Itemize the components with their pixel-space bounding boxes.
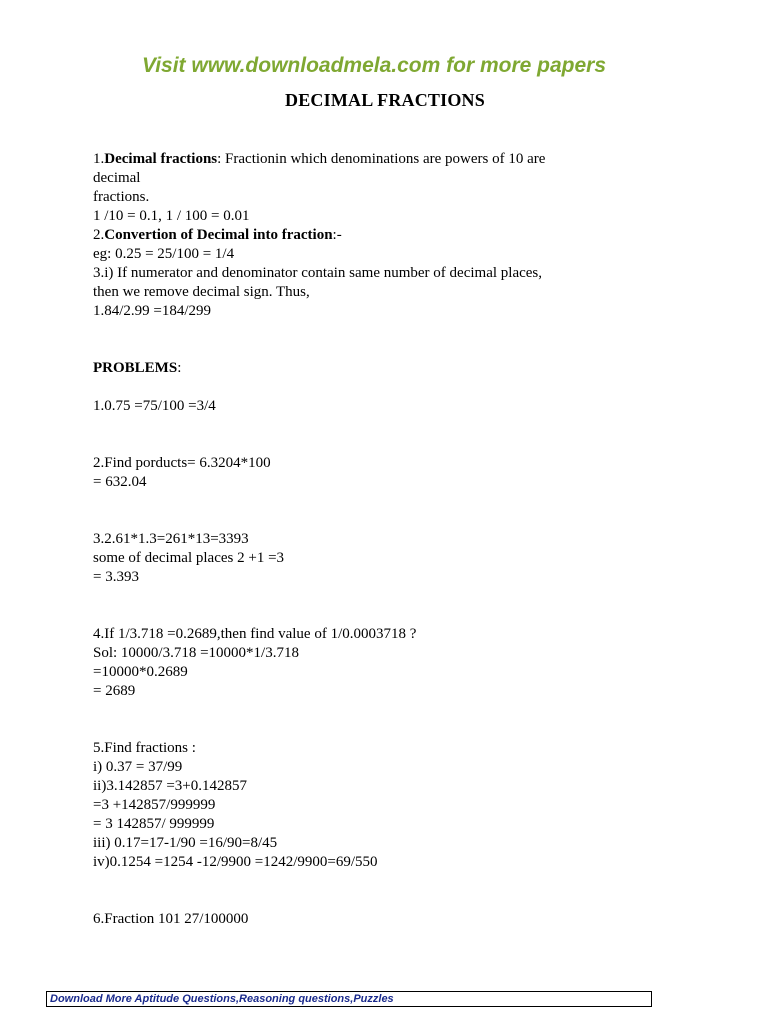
problem-line: 1.0.75 =75/100 =3/4	[93, 398, 216, 414]
intro-line: 3.i) If numerator and denominator contain same number of decimal places,	[93, 265, 543, 281]
intro-line: 1 /10 = 0.1, 1 / 100 = 0.01	[93, 208, 250, 224]
problem-line: = 632.04	[93, 474, 147, 490]
footer-text: Download More Aptitude Questions,Reasoning questions,Puzzles	[50, 993, 394, 1005]
problem-line: 2.Find porducts= 6.3204*100	[93, 455, 271, 471]
problem-item	[93, 454, 673, 492]
problem-line: = 2689	[93, 683, 136, 699]
problem-item	[93, 530, 673, 587]
intro-line: eg: 0.25 = 25/100 = 1/4	[93, 246, 235, 262]
problem-line: ii)3.142857 =3+0.142857	[93, 778, 247, 794]
intro-line: 1.84/2.99 =184/299	[93, 303, 212, 319]
problem-line: = 3 142857/ 999999	[93, 816, 215, 832]
intro-line: 1.Decimal fractions: Fractionin which denominations are powers of 10 are	[93, 151, 546, 167]
problem-line: 4.If 1/3.718 =0.2689,then find value of 1/0.0003718 ?	[93, 626, 417, 642]
intro-line: decimal	[93, 170, 141, 186]
term-decimal-fractions: Decimal fractions	[104, 151, 218, 167]
problem-line: = 3.393	[93, 569, 139, 585]
problem-item	[93, 739, 673, 872]
problem-list	[93, 397, 673, 929]
problem-line: =10000*0.2689	[93, 664, 188, 680]
intro-line: fractions.	[93, 189, 150, 205]
problem-line: iv)0.1254 =1254 -12/9900 =1242/9900=69/550	[93, 854, 378, 870]
problem-item	[93, 625, 673, 701]
term-convertion: Convertion of Decimal into fraction	[104, 227, 333, 243]
document-body	[93, 150, 673, 929]
problems-heading: PROBLEMS:	[93, 360, 182, 376]
problem-item	[93, 397, 673, 416]
problem-line: some of decimal places 2 +1 =3	[93, 550, 285, 566]
header-visit-link[interactable]: Visit www.downloadmela.com for more papers	[141, 54, 607, 77]
problem-line: 6.Fraction 101 27/100000	[93, 911, 249, 927]
problem-line: =3 +142857/999999	[93, 797, 216, 813]
problem-item	[93, 910, 673, 929]
problem-line: i) 0.37 = 37/99	[93, 759, 183, 775]
problem-line: iii) 0.17=17-1/90 =16/90=8/45	[93, 835, 278, 851]
footer-banner[interactable]	[46, 991, 652, 1007]
problem-line: 3.2.61*1.3=261*13=3393	[93, 531, 249, 547]
problem-line: 5.Find fractions :	[93, 740, 196, 756]
document-title: DECIMAL FRACTIONS	[285, 90, 485, 110]
intro-line: then we remove decimal sign. Thus,	[93, 284, 310, 300]
intro-line: 2.Convertion of Decimal into fraction:-	[93, 227, 342, 243]
problem-line: Sol: 10000/3.718 =10000*1/3.718	[93, 645, 299, 661]
